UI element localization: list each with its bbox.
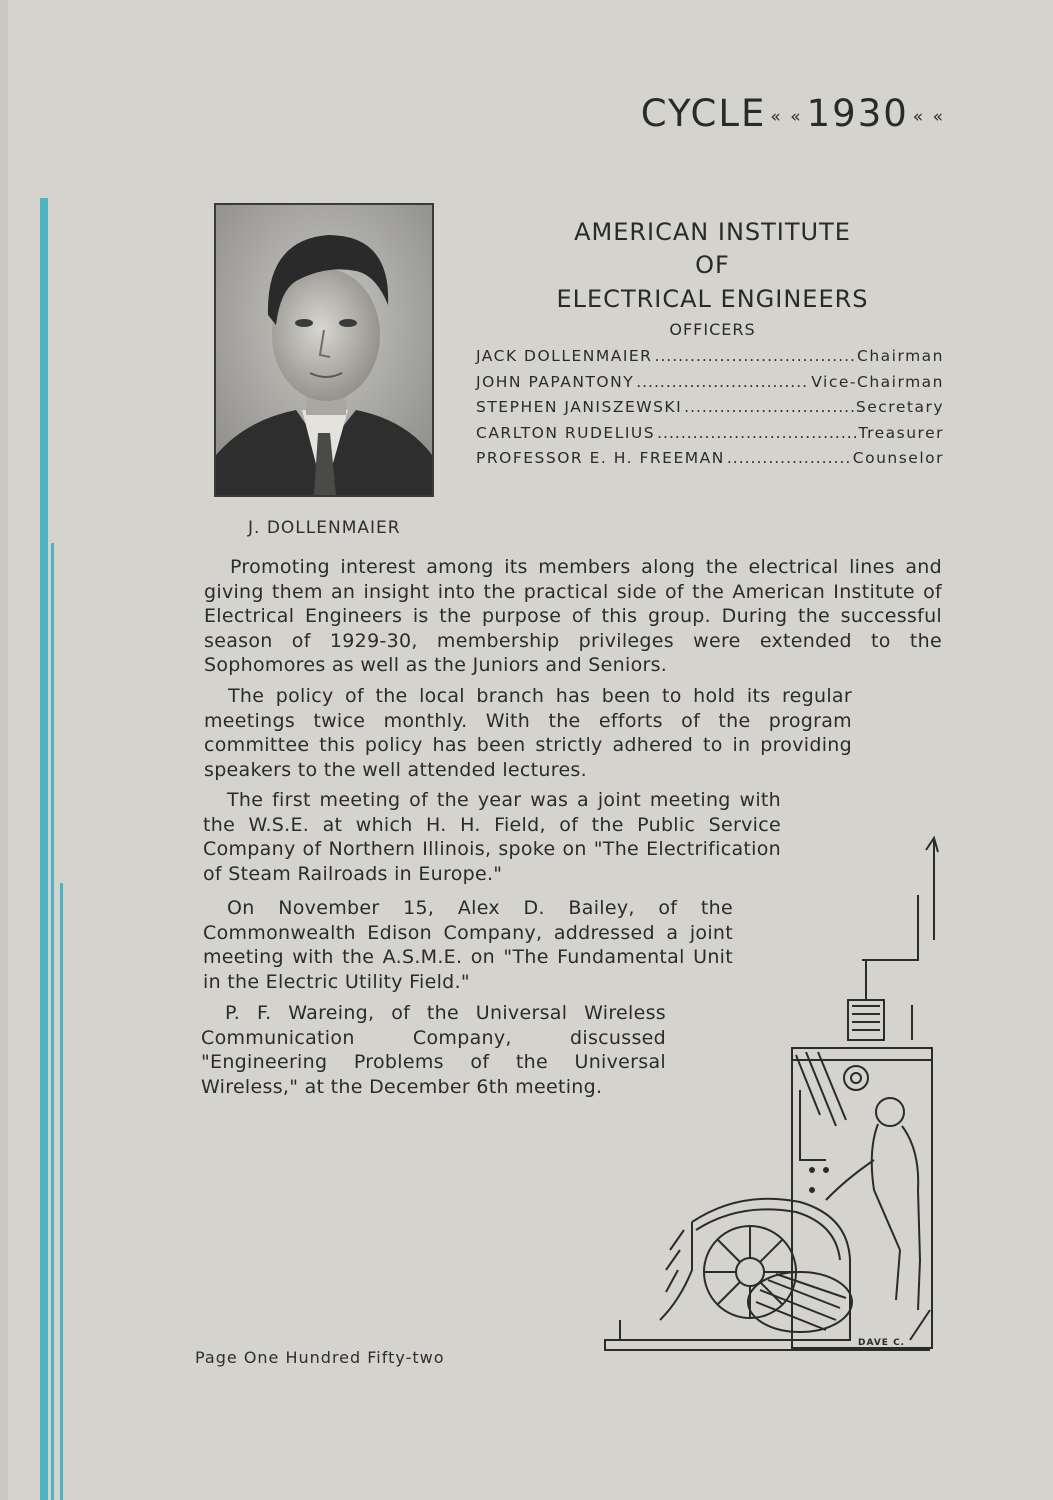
portrait-image xyxy=(216,205,432,495)
page-header xyxy=(641,92,949,135)
accent-bar xyxy=(60,883,63,1500)
body-paragraph: Promoting interest among its members along the electrical lines and giving them an insight into the practical side of the American Institute of Electrical Engineers is the purpose of this group. During the successful season of 1929-30, membership privileges were extended to the Sophomores as well as the Juniors and Seniors. xyxy=(204,556,942,676)
officer-role: Treasurer xyxy=(858,424,944,442)
body-paragraph: The first meeting of the year was a joint meeting with the W.S.E. at which H. H. Field, of the Public Service Company of Northern Illinois, spoke on "The Electrification of Steam Railroads in Europe." xyxy=(203,789,781,885)
officer-row xyxy=(476,347,944,367)
officer-name: PROFESSOR E. H. FREEMAN xyxy=(476,449,725,467)
leader-dots xyxy=(657,424,856,442)
body-paragraph: On November 15, Alex D. Bailey, of the Commonwealth Edison Company, addressed a joint meeting with the A.S.M.E. on "The Fundamental Unit in the Electric Utility Field." xyxy=(203,897,733,993)
page-edge xyxy=(0,0,8,1500)
officer-row xyxy=(476,373,944,393)
officer-name: STEPHEN JANISZEWSKI xyxy=(476,398,683,416)
artist-signature: DAVE C. xyxy=(858,1338,906,1348)
header-year: 1930 xyxy=(806,92,909,135)
org-title-line-1: AMERICAN INSTITUTE xyxy=(574,218,851,246)
accent-bar xyxy=(40,198,48,1500)
accent-bar xyxy=(51,543,54,1500)
officer-row xyxy=(476,424,944,444)
officer-role: Vice-Chairman xyxy=(811,373,944,391)
body-paragraph: The policy of the local branch has been to hold its regular meetings twice monthly. With the efforts of the program committee this policy has been strictly adhered to in providing speakers to the well attended lectures. xyxy=(204,685,852,781)
officers-heading: OFFICERS xyxy=(669,320,756,339)
officer-role: Chairman xyxy=(857,347,944,365)
generator-sketch xyxy=(600,830,950,1360)
officer-row xyxy=(476,449,944,469)
header-separator: « « xyxy=(912,107,945,127)
leader-dots xyxy=(636,373,809,391)
org-title-line-3: ELECTRICAL ENGINEERS xyxy=(556,285,869,313)
org-title-line-2: OF xyxy=(695,251,730,279)
portrait-photo xyxy=(214,203,434,497)
photo-caption: J. DOLLENMAIER xyxy=(248,518,401,538)
officer-name: JOHN PAPANTONY xyxy=(476,373,635,391)
header-separator: « « xyxy=(770,107,803,127)
body-paragraph: P. F. Wareing, of the Universal Wireless Communication Company, discussed "Engineering Problems of the Universal Wireless," at the December 6th meeting. xyxy=(201,1002,666,1098)
header-title: CYCLE xyxy=(640,92,767,135)
leader-dots xyxy=(727,449,851,467)
leader-dots xyxy=(684,398,854,416)
page-number: Page One Hundred Fifty-two xyxy=(195,1348,445,1367)
leader-dots xyxy=(654,347,855,365)
officer-name: CARLTON RUDELIUS xyxy=(476,424,656,442)
officer-role: Counselor xyxy=(852,449,944,467)
officer-row xyxy=(476,398,944,418)
officer-name: JACK DOLLENMAIER xyxy=(476,347,653,365)
officer-role: Secretary xyxy=(855,398,944,416)
